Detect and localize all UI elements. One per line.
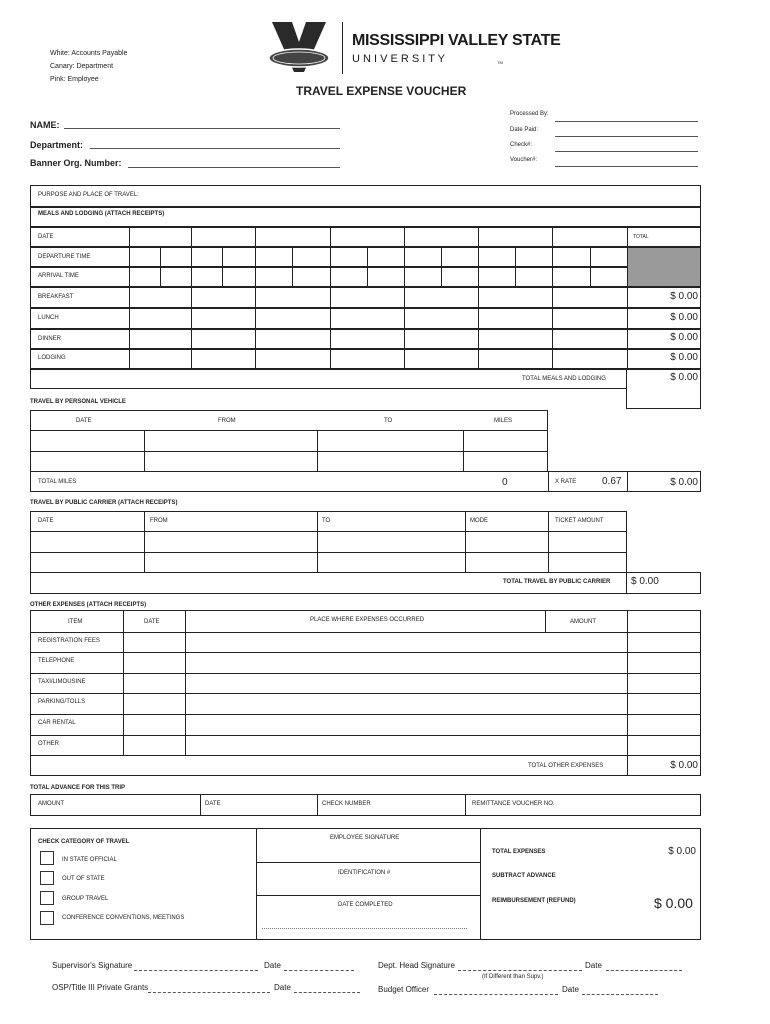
budget-date-label: Date: [562, 985, 579, 994]
x-rate-label: X RATE: [555, 479, 577, 485]
total-shaded-cell: [628, 248, 700, 286]
vehicle-to-header: TO: [384, 418, 393, 424]
lunch-row: [30, 308, 701, 329]
time-col-div: [441, 247, 442, 287]
time-col-div: [590, 247, 591, 287]
date-col-div: [478, 227, 479, 247]
group-travel-label: GROUP TRAVEL: [62, 896, 109, 902]
time-col-div: [478, 247, 479, 287]
bottom-div: [256, 828, 257, 940]
other-label: OTHER: [38, 741, 59, 747]
supervisor-signature-field[interactable]: [134, 970, 258, 971]
university-name: MISSISSIPPI VALLEY STATE: [352, 32, 561, 49]
carrier-section-title: TRAVEL BY PUBLIC CARRIER (ATTACH RECEIPTS): [30, 500, 178, 506]
time-col-div: [292, 247, 293, 287]
purpose-label: PURPOSE AND PLACE OF TRAVEL:: [38, 192, 139, 198]
other-row-div: [30, 673, 701, 674]
meal-col-div: [330, 287, 331, 369]
other-amount-header: AMOUNT: [570, 619, 596, 625]
carrier-mode-header: MODE: [470, 518, 488, 524]
total-expenses-label: TOTAL EXPENSES: [492, 849, 546, 855]
carrier-col-div: [465, 511, 466, 573]
meals-total-label: TOTAL: [633, 234, 649, 240]
conference-label: CONFERENCE CONVENTIONS, MEETINGS: [62, 915, 185, 921]
banner-label: Banner Org. Number:: [30, 158, 122, 168]
vehicle-row-2[interactable]: [30, 451, 548, 472]
copy-white: White: Accounts Payable: [50, 50, 128, 57]
copy-distribution: [50, 50, 127, 89]
vehicle-section-title: TRAVEL BY PERSONAL VEHICLE: [30, 399, 126, 405]
supervisor-date-label: Date: [264, 961, 281, 970]
carrier-col-div: [548, 511, 549, 573]
check-label: Check#:: [510, 142, 533, 148]
copy-canary: Canary: Department: [50, 63, 114, 70]
meal-col-div: [478, 287, 479, 369]
total-meals-amount: $ 0.00: [670, 372, 698, 383]
time-col-div: [552, 247, 553, 287]
miles-div: [627, 471, 628, 492]
voucher-field[interactable]: [555, 166, 698, 167]
other-total-label: TOTAL OTHER EXPENSES: [528, 763, 604, 769]
lodging-row: [30, 349, 701, 369]
bottom-block: [30, 828, 701, 940]
dinner-amount: $ 0.00: [670, 332, 698, 343]
supervisor-date-field[interactable]: [284, 970, 354, 971]
vehicle-col-div: [144, 430, 145, 472]
time-col-div: [222, 247, 223, 287]
date-col-div: [404, 227, 405, 247]
budget-date-field[interactable]: [582, 994, 658, 995]
trademark: TM: [497, 60, 503, 65]
date-paid-field[interactable]: [555, 136, 698, 137]
carrier-total-div: [626, 572, 627, 594]
copy-pink: Pink: Employee: [50, 76, 99, 83]
meal-col-div: [191, 287, 192, 369]
breakfast-amount: $ 0.00: [670, 291, 698, 302]
employee-signature-label: EMPLOYEE SIGNATURE: [330, 835, 400, 841]
car-rental-label: CAR RENTAL: [38, 720, 76, 726]
reimbursement-value: $ 0.00: [654, 895, 693, 911]
registration-fees-label: REGISTRATION FEES: [38, 638, 100, 644]
meal-col-div: [255, 287, 256, 369]
department-label: Department:: [30, 140, 84, 150]
form-title: TRAVEL EXPENSE VOUCHER: [296, 84, 467, 98]
date-completed-field[interactable]: [262, 928, 467, 929]
advance-date-header: DATE: [205, 801, 221, 807]
advance-col-div: [317, 794, 318, 816]
other-row-div: [30, 652, 701, 653]
osp-date-field[interactable]: [294, 992, 360, 993]
other-col-div: [123, 610, 124, 755]
dept-head-signature-label: Dept. Head Signature: [378, 961, 455, 970]
total-miles-label: TOTAL MILES: [38, 479, 77, 485]
date-col-div: [191, 227, 192, 247]
supervisor-signature-label: Supervisor's Signature: [52, 961, 133, 970]
budget-officer-field[interactable]: [434, 994, 558, 995]
advance-col-div: [465, 794, 466, 816]
carrier-total-amount: $ 0.00: [631, 576, 659, 587]
out-of-state-checkbox[interactable]: [40, 871, 54, 885]
name-label: NAME:: [30, 120, 60, 130]
carrier-total-label: TOTAL TRAVEL BY PUBLIC CARRIER: [503, 579, 611, 585]
dinner-label: DINNER: [38, 336, 62, 342]
bottom-div: [256, 895, 480, 896]
subtract-advance-label: SUBTRACT ADVANCE: [492, 873, 556, 879]
lunch-label: LUNCH: [38, 315, 59, 321]
voucher-label: Voucher#:: [510, 157, 538, 163]
vehicle-from-header: FROM: [218, 418, 236, 424]
other-item-header: ITEM: [68, 619, 83, 625]
advance-col-div: [200, 794, 201, 816]
advance-section-title: TOTAL ADVANCE FOR THIS TRIP: [30, 785, 126, 791]
taxi-label: TAXI/LIMOUSINE: [38, 679, 86, 685]
lodging-label: LODGING: [38, 355, 66, 361]
time-col-div: [627, 247, 628, 287]
in-state-label: IN STATE OFFICIAL: [62, 857, 117, 863]
advance-remit-header: REMITTANCE VOUCHER NO.: [472, 801, 555, 807]
vehicle-col-div: [463, 430, 464, 472]
other-row-div: [30, 632, 701, 633]
carrier-col-div: [144, 511, 145, 573]
processed-by-field[interactable]: [555, 121, 698, 122]
meal-col-div: [627, 287, 628, 369]
osp-date-label: Date: [274, 983, 291, 992]
breakfast-row: [30, 287, 701, 308]
vehicle-date-header: DATE: [76, 418, 92, 424]
time-col-div: [160, 247, 161, 287]
osp-signature-label: OSP/Title III Private Grants: [52, 983, 149, 992]
vehicle-amount: $ 0.00: [670, 477, 698, 488]
time-col-div: [255, 247, 256, 287]
meal-col-div: [404, 287, 405, 369]
vehicle-col-div: [317, 430, 318, 472]
other-total-amount: $ 0.00: [670, 760, 698, 771]
carrier-date-header: DATE: [38, 518, 54, 524]
other-row-div: [30, 735, 701, 736]
carrier-ticket-header: TICKET AMOUNT: [555, 518, 604, 524]
meals-section-box: [30, 207, 701, 227]
time-col-div: [330, 247, 331, 287]
total-meals-label: TOTAL MEALS AND LODGING: [522, 376, 606, 382]
parking-label: PARKING/TOLLS: [38, 699, 86, 705]
meals-section-title: MEALS AND LODGING (ATTACH RECEIPTS): [38, 211, 165, 217]
date-col-div: [330, 227, 331, 247]
in-state-checkbox[interactable]: [40, 851, 54, 865]
conference-checkbox[interactable]: [40, 911, 54, 925]
bottom-div: [480, 828, 481, 940]
date-paid-label: Date Paid:: [510, 127, 539, 133]
category-title: CHECK CATEGORY OF TRAVEL: [38, 839, 130, 845]
other-section-title: OTHER EXPENSES (ATTACH RECEIPTS): [30, 602, 147, 608]
time-col-div: [191, 247, 192, 287]
check-field[interactable]: [555, 151, 698, 152]
other-row-div: [30, 714, 701, 715]
date-col-div: [552, 227, 553, 247]
total-miles-row: [30, 471, 701, 492]
logo-divider: [342, 22, 343, 74]
total-miles-value: 0: [502, 477, 508, 488]
other-col-div: [627, 610, 628, 776]
other-date-header: DATE: [144, 619, 160, 625]
departure-row: [30, 247, 701, 267]
date-completed-label: DATE COMPLETED: [338, 902, 393, 908]
university-logo-icon: [266, 18, 332, 78]
carrier-row-2[interactable]: [30, 552, 627, 573]
carrier-row-1[interactable]: [30, 531, 627, 553]
department-field[interactable]: [90, 148, 340, 149]
meals-date-row: [30, 227, 701, 247]
rate-value: 0.67: [602, 476, 622, 487]
group-travel-checkbox[interactable]: [40, 891, 54, 905]
other-row-div: [30, 755, 701, 756]
time-col-div: [367, 247, 368, 287]
other-col-div: [545, 610, 546, 632]
budget-officer-label: Budget Officer: [378, 985, 429, 994]
telephone-label: TELEPHONE: [38, 658, 75, 664]
date-col-div: [255, 227, 256, 247]
date-col-div: [627, 227, 628, 247]
name-field[interactable]: [64, 128, 340, 129]
dept-head-date-label: Date: [585, 961, 602, 970]
carrier-from-header: FROM: [150, 518, 168, 524]
advance-amount-header: AMOUNT: [38, 801, 64, 807]
if-different-note: (If Different than Supv.): [482, 974, 544, 980]
other-col-div: [185, 610, 186, 755]
other-row-div: [30, 693, 701, 694]
carrier-to-header: TO: [322, 518, 331, 524]
dept-head-date-field[interactable]: [606, 970, 682, 971]
carrier-col-div: [317, 511, 318, 573]
other-place-header: PLACE WHERE EXPENSES OCCURRED: [310, 617, 425, 623]
meal-col-div: [552, 287, 553, 369]
miles-div: [548, 471, 549, 492]
time-col-div: [404, 247, 405, 287]
lunch-amount: $ 0.00: [670, 312, 698, 323]
vehicle-row-1[interactable]: [30, 430, 548, 452]
dept-head-signature-field[interactable]: [458, 970, 582, 971]
identification-label: IDENTIFICATION #: [338, 870, 391, 876]
lodging-amount: $ 0.00: [670, 352, 698, 363]
meals-date-label: DATE: [38, 234, 54, 240]
total-expenses-value: $ 0.00: [668, 846, 696, 857]
time-col-div: [515, 247, 516, 287]
vehicle-header-row: [30, 410, 548, 431]
dinner-row: [30, 329, 701, 349]
reimbursement-label: REIMBURSEMENT (REFUND): [492, 898, 576, 904]
processed-by-label: Processed By:: [510, 111, 549, 117]
out-of-state-label: OUT OF STATE: [62, 876, 105, 882]
arrival-row: [30, 267, 701, 287]
departure-label: DEPARTURE TIME: [38, 254, 91, 260]
university-subtitle: U N I V E R S I T Y: [352, 53, 445, 65]
breakfast-label: BREAKFAST: [38, 294, 74, 300]
time-col-div: [129, 247, 130, 287]
meal-col-div: [129, 287, 130, 369]
vehicle-miles-header: MILES: [494, 418, 513, 424]
bottom-div: [256, 862, 480, 863]
date-col-div: [129, 227, 130, 247]
arrival-label: ARRIVAL TIME: [38, 273, 79, 279]
osp-signature-field[interactable]: [148, 992, 270, 993]
advance-check-header: CHECK NUMBER: [322, 801, 371, 807]
banner-field[interactable]: [128, 167, 340, 168]
